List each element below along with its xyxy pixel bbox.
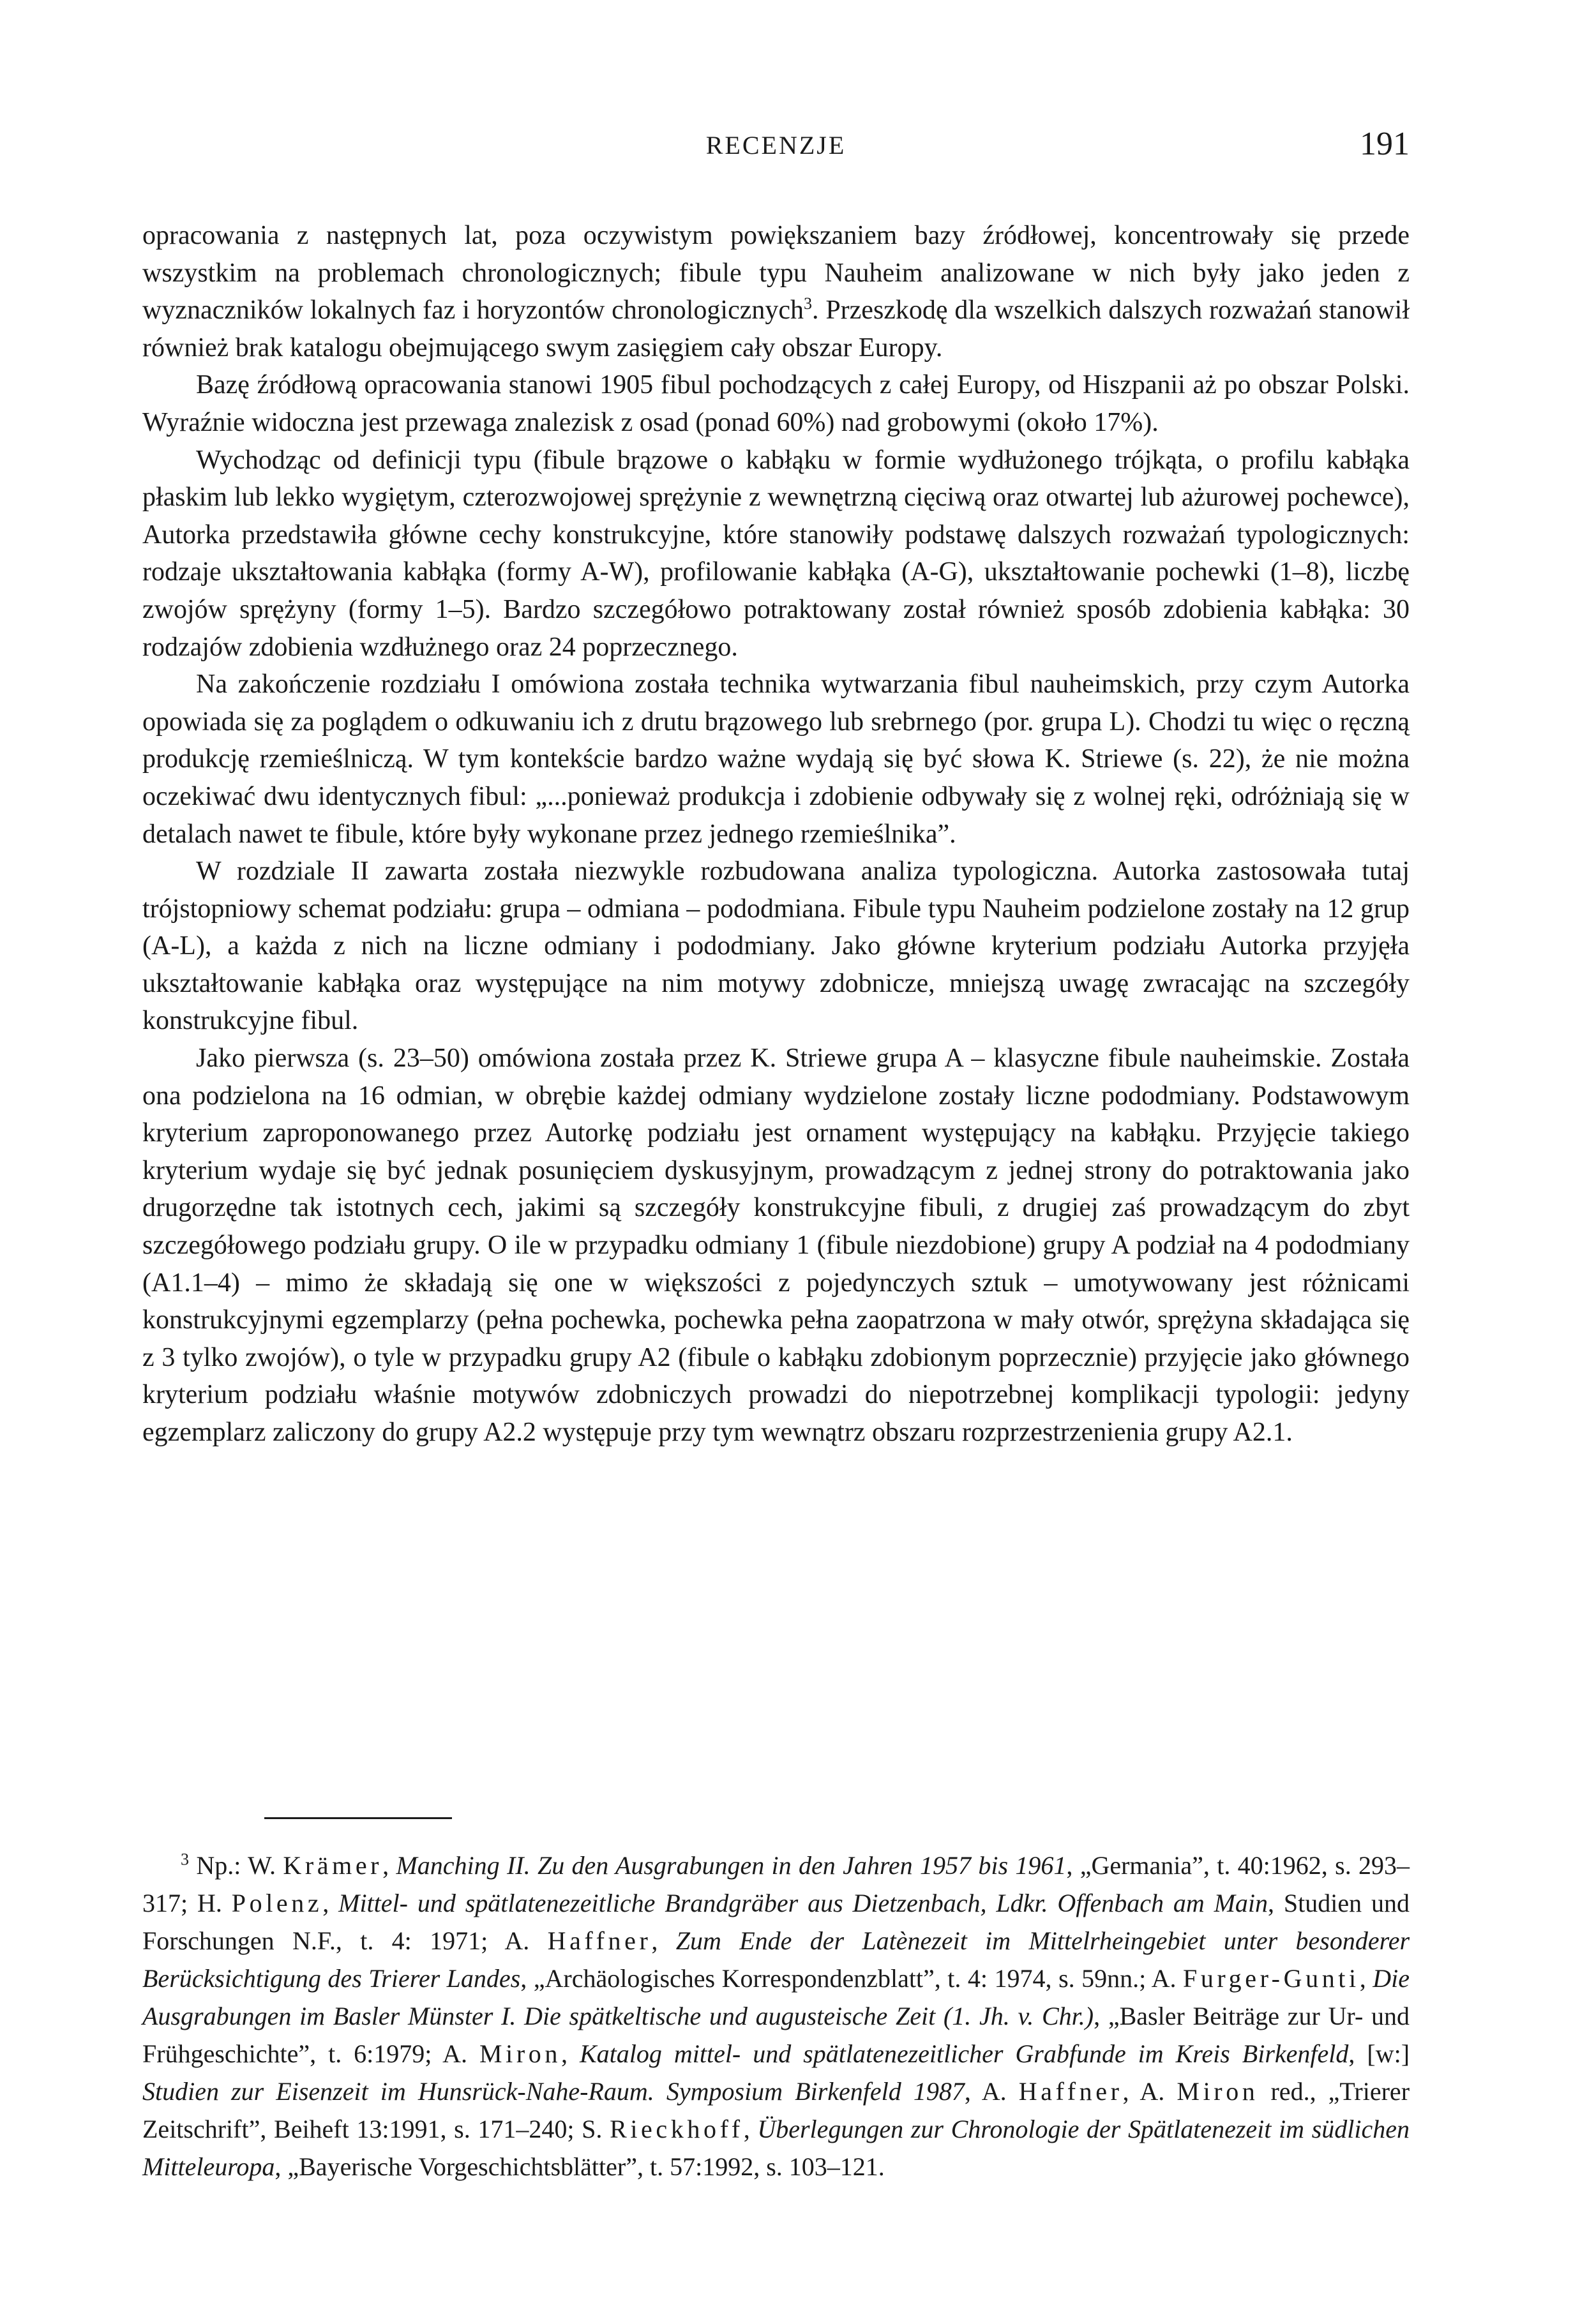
footnote-text: red., „Trierer Zeitschrift”, Beiheft 13:1991, s. 171–240; S. [142,2077,1410,2143]
page-header [142,125,1410,170]
author-name: Rieckhoff [610,2115,744,2143]
paragraph-5: W rozdziale II zawarta została niezwykle rozbudowana analiza typologiczna. Autorka zastosowała tutaj trójstopniowy schemat podziału: grupa – odmiana – pododmiana. Fibule typu Nauheim podzielone zostały na 12 grup (A-L), a każda z nich na liczne odmiany i pododmiany. Jako główne kryterium podziału Autorka przyjęła ukształtowanie kabłąka oraz występujące na nim motywy zdobnicze, mniejszą uwagę zwracając na szczegóły konstrukcyjne fibul. [142,857,1410,1036]
page-number: 191 [1360,126,1410,162]
footnote-text: , [1359,1964,1373,1993]
work-title: Katalog mittel- und spätlatenezeitlicher Grabfunde im Kreis Birkenfeld [579,2039,1349,2068]
footnote-text: , „Bayerische Vorgeschichtsblätter”, t. 57:1992, s. 103–121. [275,2152,885,2181]
author-name: Haffner [1018,2077,1123,2106]
footnote-divider [264,1817,452,1819]
footnote-text: , [322,1889,339,1917]
work-title: Manching II. Zu den Ausgrabungen in den Jahren 1957 bis 1961 [396,1851,1067,1880]
footnote-3 [142,1847,1410,2185]
footnote-text: Np.: W. [189,1851,283,1880]
footnote-text: , [651,1926,676,1955]
work-title: Zum Ende der Latènezeit im Mittelrheingebiet unter besonderer Berücksichtigung des Trierer Landes [142,1926,1410,1993]
running-head: RECENZJE [705,131,846,160]
author-name: Krämer [283,1851,383,1880]
footnotes [142,1847,1410,2185]
footnote-number: 3 [181,1850,189,1869]
work-title: Mittel- und spätlatenezeitliche Brandgräber aus Dietzenbach, Ldkr. Offenbach am Main [338,1889,1268,1917]
paragraph-4: Na zakończenie rozdziału I omówiona została technika wytwarzania fibul nauheimskich, przy czym Autorka opowiada się za poglądem o odkuwaniu ich z drutu brązowego lub srebrnego (por. grupa L). Chodzi tu więc o ręczną produkcję rzemieślniczą. W tym kontekście bardzo ważne wydają się być słowa K. Striewe (s. 22), że nie można oczekiwać dwu identycznych fibul: „...ponieważ produkcja i zdobienie odbywały się z wolnej ręki, odróżniają się w detalach nawet te fibule, które były wykonane przez jednego rzemieślnika”. [142,670,1410,849]
body-text [142,217,1410,1451]
paragraph-6: Jako pierwsza (s. 23–50) omówiona została przez K. Striewe grupa A – klasyczne fibule nauheimskie. Została ona podzielona na 16 odmian, w obrębie każdej odmiany wydzielone zostały liczne pododmiany. Podstawowym kryterium zaproponowanego przez Autorkę podziału jest ornament występujący na kabłąku. Przyjęcie takiego kryterium wydaje się być jednak posunięciem dyskusyjnym, prowadzącym z jednej strony do potraktowania jako drugorzędne tak istotnych cech, jakimi są szczegóły konstrukcyjne fibuli, z drugiej zaś prowadzącym do zbyt szczegółowego podziału grupy. O ile w przypadku odmiany 1 (fibule niezdobione) grupy A podział na 4 pododmiany (A1.1–4) – mimo że składają się one w większości z pojedynczych sztuk – umotywowany jest różnicami konstrukcyjnymi egzemplarzy (pełna pochewka, pochewka pełna zaopatrzona w mały otwór, sprężyna składająca się z 3 tylko zwojów), o tyle w przypadku grupy A2 (fibule o kabłąku zdobionym poprzecznie) przyjęcie jako głównego kryterium podziału właśnie motywów zdobniczych prowadzi do niepotrzebnej komplikacji typologii: jedyny egzemplarz zaliczony do grupy A2.2 występuje przy tym wewnątrz obszaru rozprzestrzenienia grupy A2.1. [142,1044,1410,1447]
footnote-text: , Studien und Forschungen N.F., t. 4: 1971; A. [142,1889,1410,1955]
footnote-text: , „Archäologisches Korrespondenzblatt”, t. 4: 1974, s. 59nn.; A. [520,1964,1183,1993]
footnote-text: , „Germania”, t. 40:1962, s. 293–317; H. [142,1851,1410,1917]
footnote-text: , [382,1851,396,1880]
paragraph-3: Wychodząc od definicji typu (fibule brązowe o kabłąku w formie wydłużonego trójkąta, o profilu kabłąka płaskim lub lekko wygiętym, czterozwojowej sprężynie z wewnętrzną cięciwą oraz otwartej lub ażurowej pochewce), Autorka przedstawiła główne cechy konstrukcyjne, które stanowiły podstawę dalszych rozważań typologicznych: rodzaje ukształtowania kabłąka (formy A-W), profilowanie kabłąka (A-G), ukształtowanie pochewki (1–8), liczbę zwojów sprężyny (formy 1–5). Bardzo szczegółowo potraktowany został również sposób zdobienia kabłąka: 30 rodzajów zdobienia wzdłużnego oraz 24 poprzecznego. [142,445,1410,662]
author-name: Miron [479,2039,561,2068]
footnote-reference: 3 [804,294,813,313]
author-name: Miron [1177,2077,1259,2106]
author-name: Haffner [547,1926,652,1955]
paragraph-1-text-cont: . Przeszkodę dla wszelkich dalszych rozważań stanowił również brak katalogu obejmującego swym zasięgiem cały obszar Europy. [142,296,1410,363]
footnote-text: , „Basler Beiträge zur Ur- und Frühgeschichte”, t. 6:1979; A. [142,2002,1410,2068]
author-name: Polenz [231,1889,323,1917]
paragraph-2: Bazę źródłową opracowania stanowi 1905 fibul pochodzących z całej Europy, od Hiszpanii aż po obszar Polski. Wyraźnie widoczna jest przewaga znalezisk z osad (ponad 60%) nad grobowymi (około 17%). [142,370,1410,437]
footnote-text: , [561,2039,580,2068]
footnote-text: , [743,2115,758,2143]
footnote-text: , A. [964,2077,1019,2106]
work-title: Die Ausgrabungen im Basler Münster I. Die spätkeltische und augusteische Zeit (1. Jh. v. Chr.) [142,1964,1410,2030]
paragraph-1-text: opracowania z następnych lat, poza oczywistym powiększaniem bazy źródłowej, koncentrowały się przede wszystkim na problemach chronologicznych; fibule typu Nauheim analizowane w nich były jako jeden z wyznaczników lokalnych faz i horyzontów chronologicznych [142,221,1410,326]
footnote-text: , [w:] [1348,2039,1410,2068]
footnote-text: , A. [1122,2077,1177,2106]
work-title: Überlegungen zur Chronologie der Spätlatenezeit im südlichen Mitteleuropa [142,2115,1410,2181]
work-title: Studien zur Eisenzeit im Hunsrück-Nahe-Raum. Symposium Birkenfeld 1987 [142,2077,965,2106]
paragraph-1 [142,217,1410,366]
author-name: Furger-Gunti [1182,1964,1360,1993]
